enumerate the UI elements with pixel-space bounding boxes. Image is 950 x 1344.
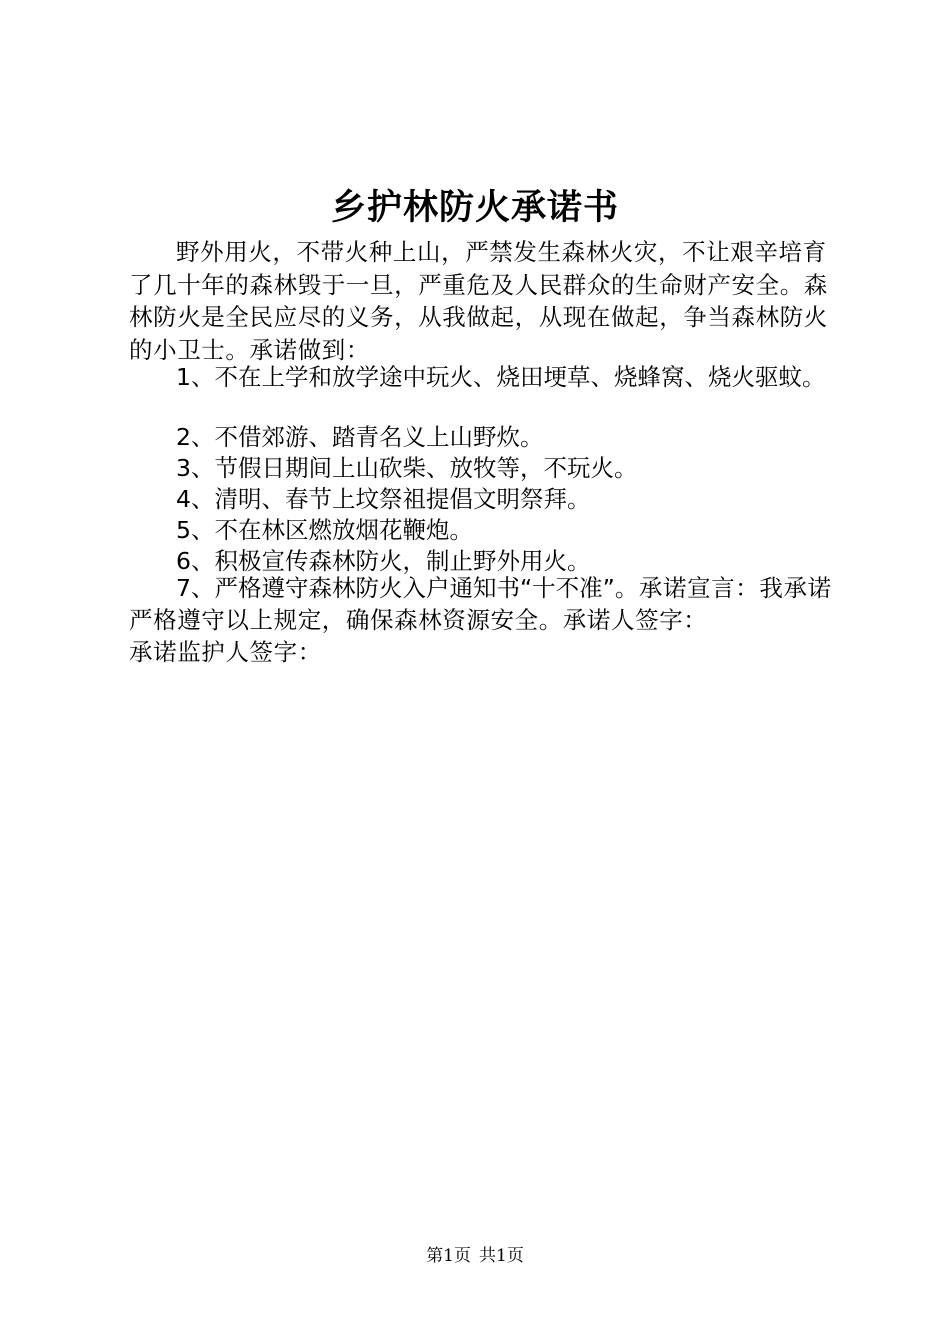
commitment-item-6: 6、积极宣传森林防火，制止野外用火。 <box>176 547 591 575</box>
document-title: 乡护林防火承诺书 <box>330 188 619 228</box>
guardian-signature-label: 承诺监护人签字： <box>129 638 322 666</box>
intro-paragraph: 野外用火，不带火种上山，严禁发生森林火灾，不让艰辛培育了几十年的森林毁于一旦，严重危及人民群众的生命财产安全。森林防火是全民应尽的义务，从我做起，从现在做起，争当森林防火的小卫士。承诺做到： <box>129 238 828 364</box>
page-footer <box>0 1245 950 1267</box>
commitment-item-5: 5、不在林区燃放烟花鞭炮。 <box>176 516 473 544</box>
page-total: 共1页 <box>479 1246 524 1266</box>
commitment-item-1: 1、不在上学和放学途中玩火、烧田埂草、烧蜂窝、烧火驱蚊。 <box>176 363 826 391</box>
commitment-item-4: 4、清明、春节上坟祭祖提倡文明祭拜。 <box>176 485 591 513</box>
commitment-declaration: 。承诺宣言：我承诺严格遵守以上规定，确保森林资源安全。承诺人签字： <box>129 574 832 634</box>
commitment-item-2: 2、不借郊游、踏青名义上山野炊。 <box>176 423 544 451</box>
commitment-item-3: 3、节假日期间上山砍柴、放牧等，不玩火。 <box>176 454 638 482</box>
commitment-item-7: 7、严格遵守森林防火入户通知书“十不准” <box>176 574 615 602</box>
page-number: 第1页 <box>426 1246 471 1266</box>
commitment-item-7-and-declaration <box>129 572 834 668</box>
